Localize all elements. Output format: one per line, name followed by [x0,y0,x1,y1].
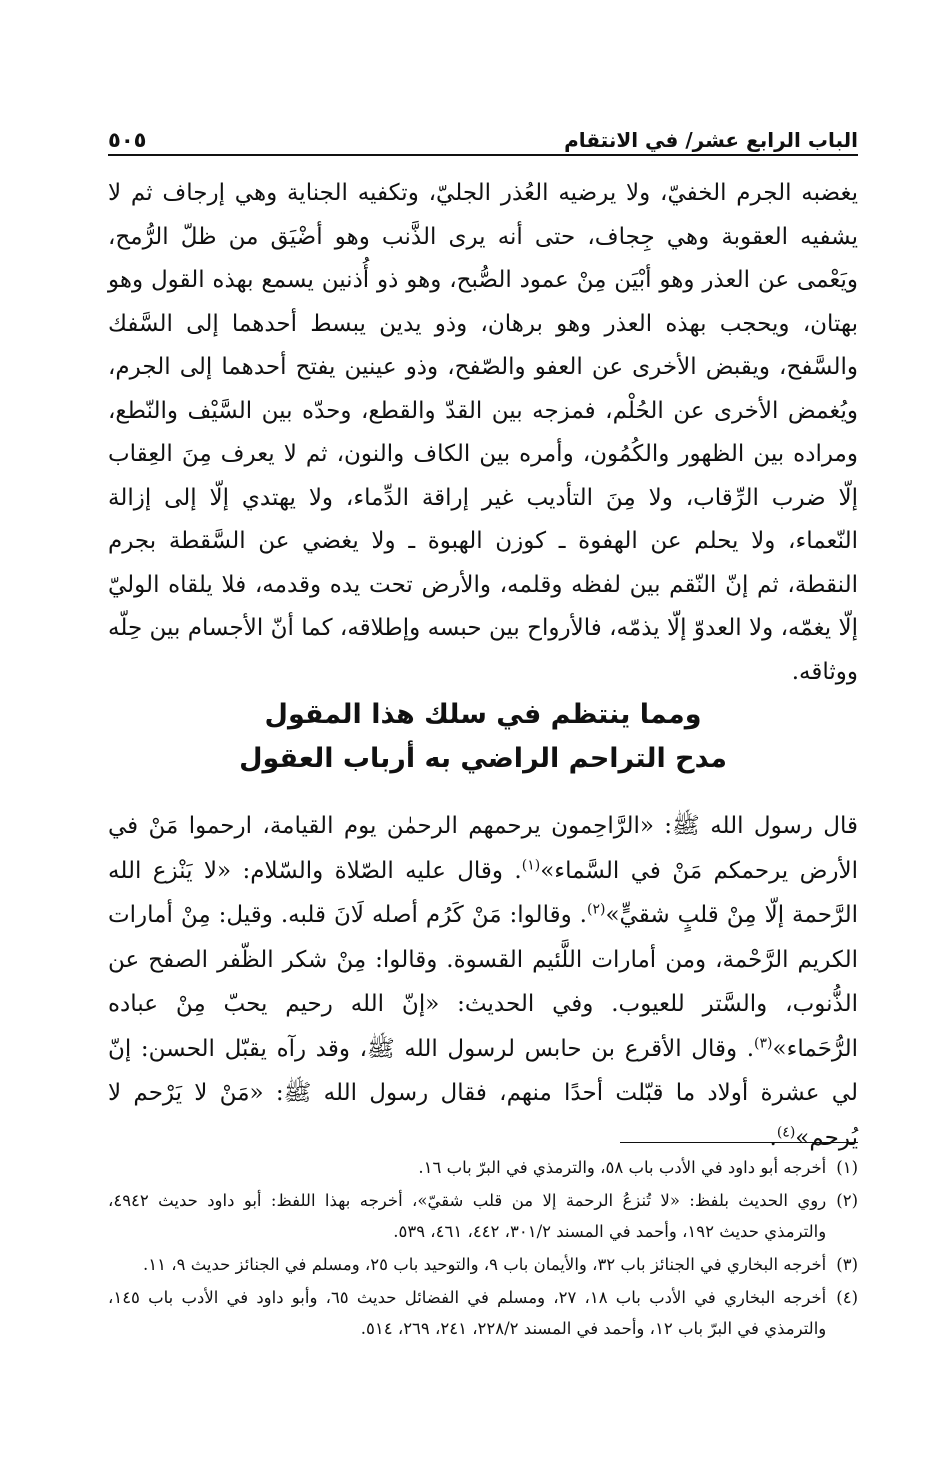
page-header [108,112,858,152]
footnote-ref-3: (٣) [754,1034,773,1051]
footnote-ref-4: (٤) [776,1123,796,1140]
footnote-ref-1: (١) [521,856,541,873]
intro-paragraph: يغضبه الجرم الخفيّ، ولا يرضيه العُذر الجليّ، وتكفيه الجناية وهي إرجاف ثم لا يشفيه العقوبة وهي جِجاف، حتى أنه يرى الذَّنب وهو أضْيَق من ظلّ الرُّمح، ويَعْمى عن العذر وهو أبْيَن مِنْ عمود الصُّبح، وهو ذو أُذنين يسمع بهذه القول وهو بهتان، ويحجب بهذه العذر وهو برهان، وذو يدين يبسط أحدهما إلى السَّفك والسَّفح، ويقبض الأخرى عن العفو والصّفح، وذو عينين يفتح أحدهما إلى الجرم، ويُغمض الأخرى عن الحُلْم، فمزجه بين القدّ والقطع، وحدّه بين السَّيْف والنّطع، ومراده بين الظهور والكُمُون، وأمره بين الكاف والنون، ثم لا يعرف مِنَ العِقاب إلّا ضرب الرِّقاب، ولا مِنَ التأديب غير إراقة الدِّماء، ولا يهتدي إلّا إلى إزالة النّعماء، ولا يحلم عن الهفوة ـ كوزن الهبوة ـ ولا يغضي عن السَّقطة بجرم النقطة، ثم إنّ النّقم بين لفظه وقلمه، والأرض تحت يده وقدمه، فلا يلقاه الوليّ إلّا يغمّه، ولا العدوّ إلّا يذمّه، فالأرواح بين حبسه وإطلاقه، كما أنّ الأجسام بين حِلّه ووثاقه. [108,180,858,685]
section-paragraph [108,804,858,1160]
page-number: ٥٠٥ [108,128,147,152]
footnote-text: أخرجه أبو داود في الأدب باب ٥٨، والترمذي في البرّ باب ١٦. [418,1158,827,1177]
section-heading-2: مدح التراحم الراضي به أرباب العقول [239,743,727,774]
running-title: الباب الرابع عشر/ في الانتقام [564,128,858,152]
section-text-part: قال رسول الله ﷺ: «الرَّاحِمون يرحمهم الرحمٰن يوم القيامة، ارحموا مَنْ في الأرض يرحمكم مَنْ في السَّماء» [108,813,858,884]
section-text-part: . وقال الأقرع بن حابس لرسول الله ﷺ، وقد رآه يقبّل الحسن: إنّ لي عشرة أولاد ما قبّلت أحدًا منهم، فقال رسول الله ﷺ: «مَنْ لا يَرْحم لا يُرحم» [108,1035,858,1151]
footnote-ref-2: (٢) [586,901,606,918]
footnotes [108,1152,858,1346]
footnote-item [108,1249,858,1280]
footnote-number: (١) [836,1158,858,1177]
footnote-item [108,1152,858,1183]
section-heading-1: ومما ينتظم في سلك هذا المقول [264,699,702,730]
footnote-text: أخرجه البخاري في الجنائز باب ٣٢، والأيمان باب ٩، والتوحيد باب ٢٥، ومسلم في الجنائز حديث ٩، ١١. [143,1255,827,1274]
footnote-number: (٤) [836,1288,858,1307]
footnote-text: روي الحديث بلفظ: «لا تُنزعُ الرحمة إلا من قلب شقيّ»، أخرجه بهذا اللفظ: أبو داود حديث ٤٩٤٢، والترمذي حديث ١٩٢، وأحمد في المسند ٣٠١/٢، ٤٤٢، ٤٦١، ٥٣٩. [108,1191,827,1241]
section-headings [108,693,858,781]
section-text-part: . وقالوا: مَنْ كَرُم أصله لَانَ قلبه. وقيل: مِنْ أمارات الكريم الرَّحْمة، ومن أمارات اللَّئيم القسوة. وقالوا: مِنْ شكر الظّفر الصفح عن الذُّنوب، والسَّتر للعيوب. وفي الحديث: «إنّ الله رحيم يحبّ مِنْ عباده الرُّحَماء» [108,902,858,1062]
section-text-part: . [769,1124,777,1151]
footnote-number: (٣) [836,1255,858,1274]
footnote-item [108,1282,858,1344]
header-rule [108,154,858,156]
section-text-part: . وقال عليه الصّلاة والسّلام: «لا يَنْزع الله الرَّحمة إلّا مِنْ قلبٍ شقيٍّ» [108,857,858,928]
footnote-text: أخرجه البخاري في الأدب باب ١٨، ٢٧، ومسلم في الفضائل حديث ٦٥، وأبو داود في الأدب باب ١٤٥، والترمذي في البرّ باب ١٢، وأحمد في المسند ٢٢٨/٢، ٢٤١، ٢٦٩، ٥١٤. [108,1288,827,1338]
footnote-item [108,1185,858,1247]
footnote-separator [620,1142,858,1143]
footnote-number: (٢) [836,1191,858,1210]
